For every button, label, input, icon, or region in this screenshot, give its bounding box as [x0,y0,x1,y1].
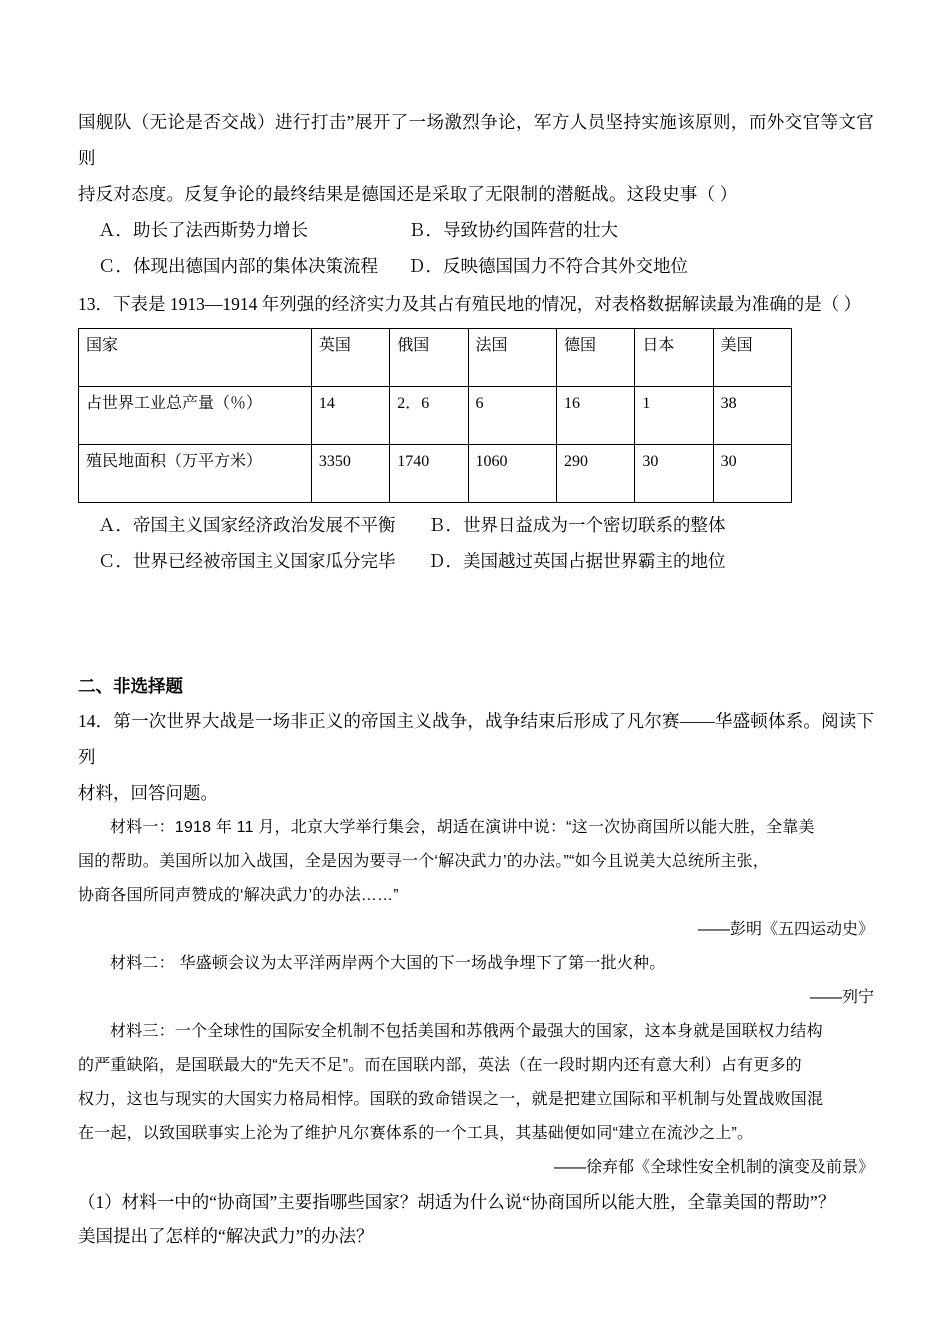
table-row [79,445,792,503]
cell-colonial-usa: 30 [713,445,791,503]
q12-body-line2: 持反对态度。反复争论的最终结果是德国还是采取了无限制的潜艇战。这段史事（ ） [78,184,738,204]
q14-stem-line1: 14．第一次世界大战是一场非正义的帝国主义战争，战争结束后形成了凡尔赛——华盛顿体系。阅读下列 [78,711,874,767]
q12-options-row-2 [78,248,874,284]
material1-line1: 材料一：1918 年 11 月，北京大学举行集会，胡适在演讲中说：“这一次协商国所以能大胜，全靠美 [110,819,815,836]
q13-option-d: Ｄ．美国越过英国占据世界霸主的地位 [428,551,726,571]
material3-line4: 在一起，以致国联事实上沦为了维护凡尔赛体系的一个工具，其基础便如同“建立在流沙之上”。 [78,1125,754,1142]
cell-industrial-germany: 16 [557,387,635,445]
q12-option-c: Ｃ．体现出德国内部的集体决策流程 [98,256,378,276]
q13-options-row-1 [78,507,874,543]
cell-colonial-france: 1060 [468,445,556,503]
cell-colonial-germany: 290 [557,445,635,503]
q13-option-c: Ｃ．世界已经被帝国主义国家瓜分完毕 [98,551,396,571]
q12-option-d: Ｄ．反映德国国力不符合其外交地位 [408,256,688,276]
material2-source: ——列宁 [809,989,874,1006]
economic-strength-table [78,328,792,503]
table-header-usa: 美国 [713,329,791,387]
material1-source: ——彭明《五四运动史》 [697,921,874,938]
q12-body-line1: 国舰队（无论是否交战）进行打击”展开了一场激烈争论，军方人员坚持实施该原则，而外交官等文官则 [78,112,874,168]
table-header-uk: 英国 [311,329,389,387]
cell-industrial-uk: 14 [311,387,389,445]
document-body [78,104,874,1253]
material3-source: ——徐弃郁《全球性安全机制的演变及前景》 [553,1159,874,1176]
section-title-non-choice: 二、非选择题 [78,676,183,696]
q13-option-a: Ａ．帝国主义国家经济政治发展不平衡 [98,515,396,535]
cell-industrial-russia: 2．6 [390,387,468,445]
cell-colonial-uk: 3350 [311,445,389,503]
q14-sub1-line2: 美国提出了怎样的“解决武力”的办法？ [78,1226,374,1246]
q13-stem: 13．下表是 1913—1914 年列强的经济实力及其占有殖民地的情况，对表格数据解读最为准确的是（ ） [78,294,862,314]
q12-option-b: Ｂ．导致协约国阵营的壮大 [408,220,618,240]
q13-options-row-2 [78,543,874,579]
q13-option-b: Ｂ．世界日益成为一个密切联系的整体 [428,515,726,535]
table-header-japan: 日本 [635,329,713,387]
material2-text: 材料二： 华盛顿会议为太平洋两岸两个大国的下一场战争埋下了第一批火种。 [110,955,666,972]
table-header-russia: 俄国 [390,329,468,387]
table-header-country: 国家 [79,329,312,387]
table-row [79,387,792,445]
material3-line3: 权力，这也与现实的大国实力格局相悖。国联的致命错误之一，就是把建立国际和平机制与处置战败国混 [78,1091,824,1108]
section-spacer [78,579,874,663]
q12-options-row-1 [78,212,874,248]
material3-line1: 材料三：一个全球性的国际安全机制不包括美国和苏俄两个最强大的国家，这本身就是国联权力结构 [110,1023,823,1040]
row-label-industrial-output: 占世界工业总产量（％） [79,387,312,445]
table-header-germany: 德国 [557,329,635,387]
cell-industrial-japan: 1 [635,387,713,445]
table-row [79,329,792,387]
table-header-france: 法国 [468,329,556,387]
cell-colonial-russia: 1740 [390,445,468,503]
q14-stem-line2: 材料，回答问题。 [78,783,218,803]
material3-line2: 的严重缺陷，是国联最大的“先天不足”。而在国联内部，英法（在一段时期内还有意大利）占有更多的 [78,1057,802,1074]
cell-industrial-france: 6 [468,387,556,445]
q12-option-a: Ａ．助长了法西斯势力增长 [98,220,308,240]
cell-industrial-usa: 38 [713,387,791,445]
material1-line2: 国的帮助。美国所以加入战国，全是因为要寻一个‘解决武力’的办法。”“如今且说美大总统所主张， [78,853,769,870]
q14-sub1-line1: （1）材料一中的“协商国”主要指哪些国家？胡适为什么说“协商国所以能大胜，全靠美国的帮助”？ [78,1192,836,1212]
material1-line3: 协商各国所同声赞成的‘解决武力’的办法……” [78,887,399,904]
cell-colonial-japan: 30 [635,445,713,503]
row-label-colonial-area: 殖民地面积（万平方米） [79,445,312,503]
